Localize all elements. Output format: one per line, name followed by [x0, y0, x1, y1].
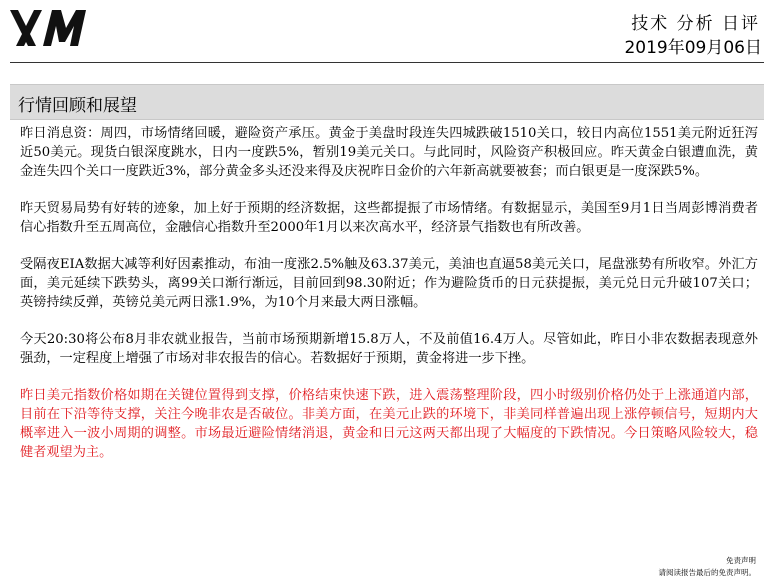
- header-divider: [10, 62, 764, 63]
- report-date: 2019年09月06日: [624, 38, 762, 58]
- disclaimer-title: 免责声明: [726, 556, 756, 565]
- section-header: [10, 84, 764, 120]
- paragraph-strategy: 昨日美元指数价格如期在关键位置得到支撑，价格结束快速下跌，进入震荡整理阶段，四小时级别价格仍处于上涨通道内部，目前在下沿等待支撑，关注今晚非农是否破位。非美方面，在美元止跌的环境下，非美同样普遍出现上涨停顿信号，短期内大概率进入一波小周期的调整。市场最近避险情绪消退，黄金和日元这两天都出现了大幅度的下跌情况。今日策略风险较大，稳健者观望为主。: [20, 388, 758, 460]
- section-title: 行情回顾和展望: [18, 96, 137, 116]
- xm-logo: [10, 8, 102, 48]
- paragraph-nonfarm: 今天20:30将公布8月非农就业报告，当前市场预期新增15.8万人，不及前值16.4万人。尽管如此，昨日小非农数据表现意外强劲，一定程度上增强了市场对非农报告的信心。若数据好于预期，黄金将进一步下挫。: [20, 332, 758, 366]
- logo-mark-m: [43, 10, 86, 46]
- report-type-title: 技术 分析 日评: [631, 14, 760, 34]
- report-body: [20, 124, 758, 480]
- disclaimer-note: 请阅读报告最后的免责声明。: [658, 568, 756, 577]
- paragraph-oil-fx: 受隔夜EIA数据大减等利好因素推动，布油一度涨2.5%触及63.37美元，美油也直逼58美元关口，尾盘涨势有所收窄。外汇方面，美元延续下跌势头，离99关口渐行渐远，目前回到98.30附近；作为避险货币的日元获提振，美元兑日元升破107关口；英镑持续反弹，英镑兑美元两日涨1.9%，为10个月来最大两日涨幅。: [20, 257, 758, 310]
- paragraph-market-recap: 昨日消息资：周四，市场情绪回暖，避险资产承压。黄金于美盘时段连失四城跌破1510关口，较日内高位1551美元附近狂泻近50美元。现货白银深度跳水，日内一度跌5%，暂别19美元关口。与此同时，风险资产积极回应。昨天黄金白银遭血洗，黄金连失四个关口一度跌近3%，部分黄金多头还没来得及庆祝昨日金价的六年新高就要被套；而白银更是一度深跌5%。: [20, 126, 758, 179]
- paragraph-trade-outlook: 昨天贸易局势有好转的迹象，加上好于预期的经济数据，这些都提振了市场情绪。有数据显示，美国至9月1日当周彭博消费者信心指数升至五周高位，金融信心指数升至2000年1月以来次高水平，经济景气指数也有所改善。: [20, 201, 758, 235]
